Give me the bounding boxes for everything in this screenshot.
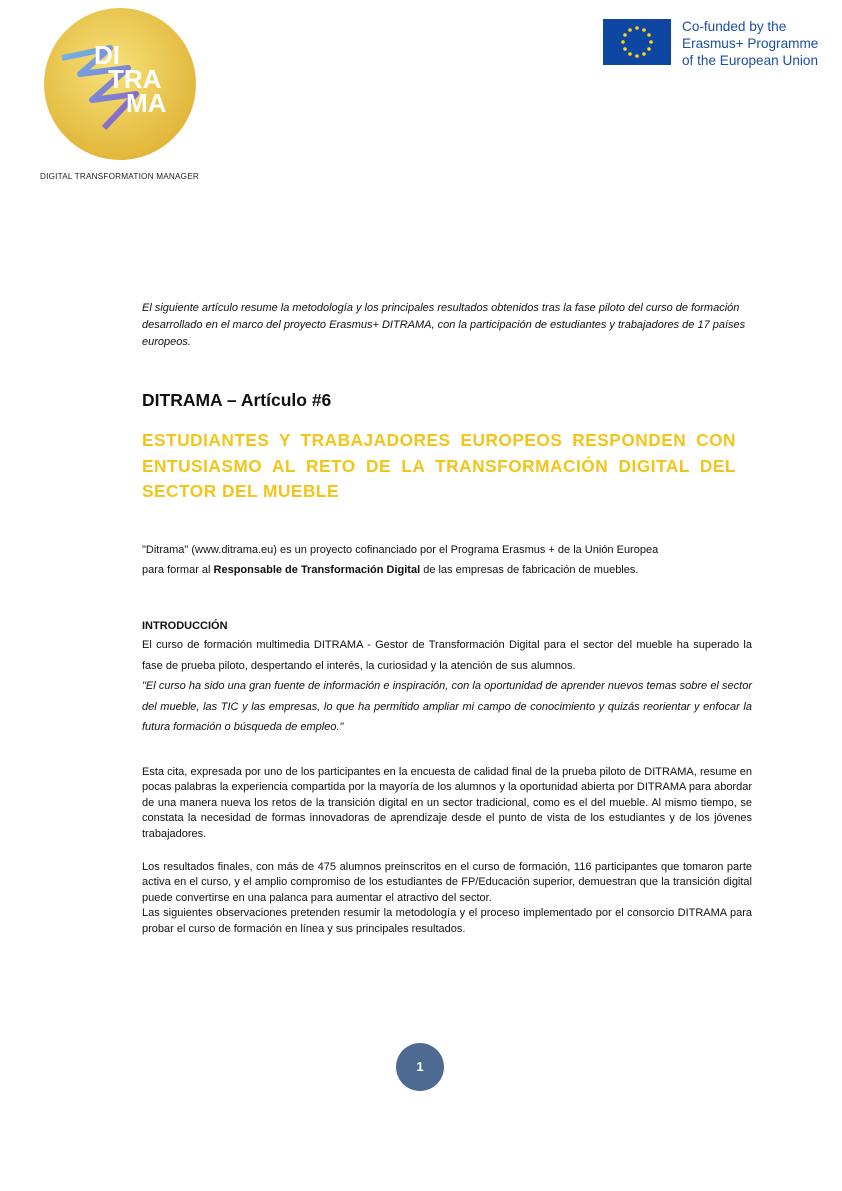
- introduction-paragraph: El curso de formación multimedia DITRAMA - Gestor de Transformación Digital para el sector del mueble ha superado la fase de prueba piloto, despertando el interés, la curiosidad y la atención de sus alumnos.: [142, 639, 752, 672]
- project-desc-suffix: de las empresas de fabricación de muebles.: [420, 564, 639, 576]
- page-number-badge: 1: [396, 1043, 444, 1091]
- eu-cofunded-text: [682, 18, 832, 69]
- cita-paragraph: Esta cita, expresada por uno de los participantes en la encuesta de calidad final de la prueba piloto de DITRAMA, resume en pocas palabras la experiencia compartida por la mayoría de los alumnos y la oportunidad abierta por DITRAMA para abordar de una manera nueva los retos de la transición digital en un sector tradicional, como es el del mueble. Al mismo tiempo, se constata la necesidad de formas innovadoras de aprendizaje desde el punto de vista de los estudiantes y de los jóvenes trabajadores.: [142, 766, 752, 840]
- resultados-paragraph: Los resultados finales, con más de 475 alumnos preinscritos en el curso de formación, 116 participantes que tomaron parte activa en el curso, y el amplio compromiso de los estudiantes de FP/Educación superior, demuestran que la transición digital puede convertirse en una palanca para aumentar el atractivo del sector.: [142, 861, 752, 904]
- intro-summary: [142, 300, 752, 351]
- project-desc-line-2: [142, 560, 742, 580]
- headline: ESTUDIANTES Y TRABAJADORES EUROPEOS RESPONDEN CON ENTUSIASMO AL RETO DE LA TRANSFORMACIÓN DIGITAL DEL SECTOR DEL MUEBLE: [142, 430, 736, 501]
- project-desc-prefix: para formar al: [142, 564, 214, 576]
- article-label: DITRAMA – Artículo #6: [142, 390, 332, 410]
- participant-quote: "El curso ha sido una gran fuente de información e inspiración, con la oportunidad de aprender nuevos temas sobre el sector del mueble, las TIC y las empresas, lo que ha permitido ampliar mi campo de conocimiento y quizás reorientar y enfocar la futura formación o búsqueda de empleo.": [142, 680, 752, 733]
- introduction-heading: INTRODUCCIÓN: [142, 620, 228, 632]
- svg-text:TRA: TRA: [108, 64, 162, 94]
- cita-section: [142, 765, 752, 842]
- eu-flag-icon: [603, 19, 671, 65]
- ditrama-logo: [40, 8, 200, 160]
- logo-tagline: DIGITAL TRANSFORMATION MANAGER: [40, 172, 199, 181]
- svg-text:DI: DI: [94, 40, 120, 70]
- observaciones-paragraph: Las siguientes observaciones pretenden resumir la metodología y el proceso implementado por el consorcio DITRAMA para probar el curso de formación en línea y sus principales resultados.: [142, 907, 752, 935]
- resultados-section: [142, 860, 752, 937]
- svg-text:MA: MA: [126, 88, 167, 118]
- intro-italic-text: El siguiente artículo resume la metodología y los principales resultados obtenidos tras la fase piloto del curso de formación desarrollado en el marco del proyecto Erasmus+ DITRAMA, con la participación de estudiantes y trabajadores de 17 países europeos.: [142, 302, 746, 348]
- introduction-section: [142, 618, 752, 738]
- project-description: [142, 540, 742, 580]
- eu-line-3: of the European Union: [682, 53, 819, 68]
- project-desc-bold: Responsable de Transformación Digital: [213, 564, 421, 576]
- eu-line-2: Erasmus+ Programme: [682, 36, 819, 51]
- eu-line-1: Co-funded by the: [682, 19, 787, 34]
- project-desc-line-1: "Ditrama" (www.ditrama.eu) es un proyecto cofinanciado por el Programa Erasmus + de la Unión Europea: [142, 544, 659, 556]
